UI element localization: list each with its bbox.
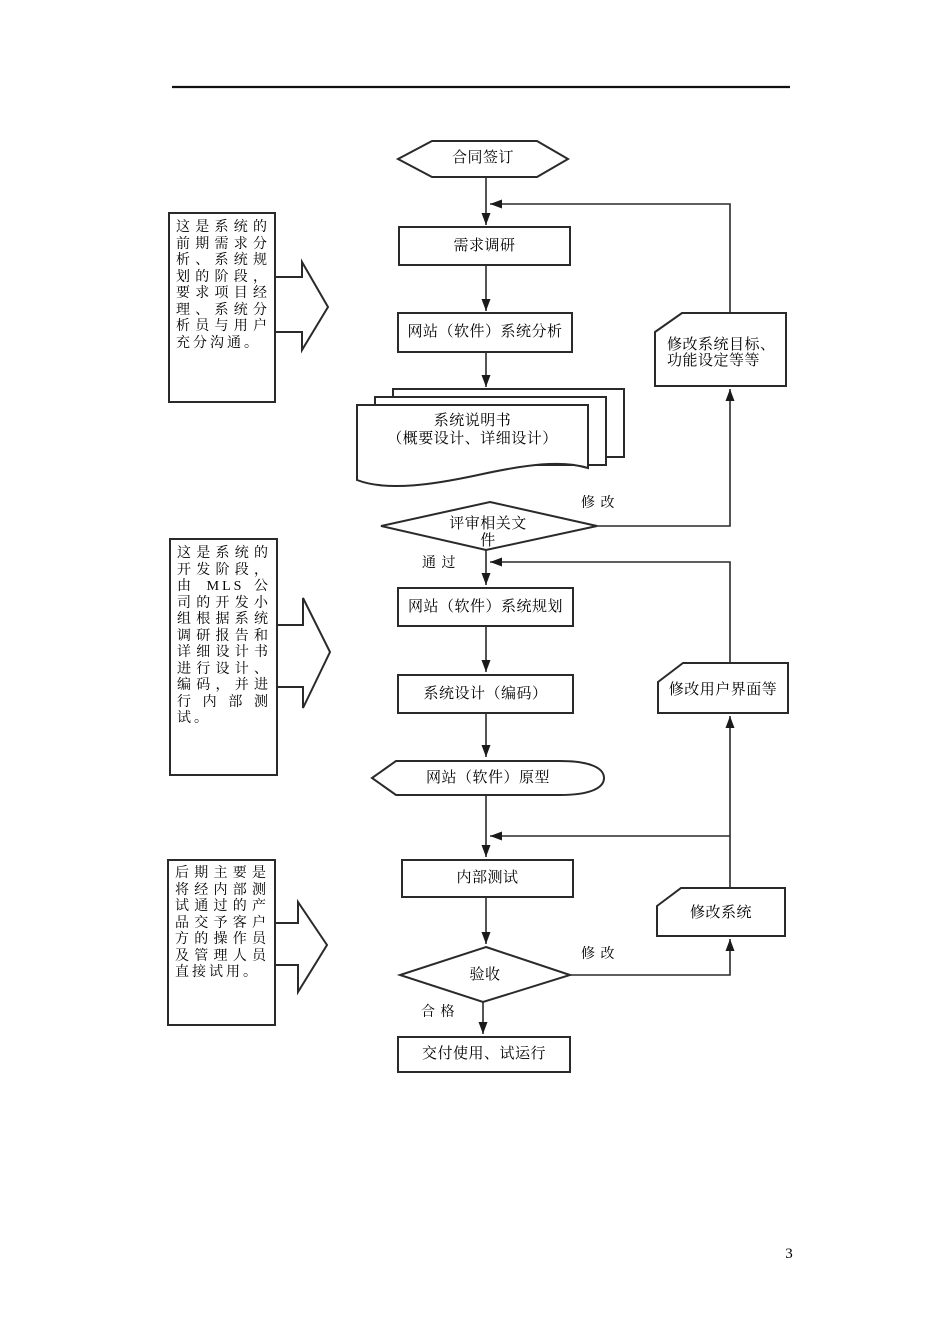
node-label-acceptance: 验收 <box>469 967 501 983</box>
annotation-phase3: 后期主要是将经内部测试通过的产品交予客户方的操作员及管理人员直接试用。 <box>175 866 269 980</box>
review-line2: 件 <box>480 533 496 549</box>
edge-label-pass: 通 过 <box>422 556 457 571</box>
modify-goals-line2: 功能设定等等 <box>667 353 761 369</box>
node-label-prototype: 网站（软件）原型 <box>425 770 550 786</box>
page-number: 3 <box>785 1246 793 1262</box>
review-line1: 评审相关文 <box>449 516 527 532</box>
node-label-review <box>382 516 594 550</box>
annotation-phase2: 这是系统的开发阶段，由 MLS 公司的开发小组根据系统调研报告和详细设计书进行设计、编码，并进行内部测试。 <box>177 546 271 726</box>
annotation-phase1: 这是系统的前期需求分析、系统规划的阶段，要求项目经理、系统分析员与用户充分沟通。 <box>176 220 270 351</box>
edge-label-modify-accept: 修 改 <box>581 947 616 962</box>
node-label-modify-goals <box>667 337 786 369</box>
node-label-modify-ui: 修改用户界面等 <box>668 682 778 698</box>
block-arrow-phase3 <box>275 902 327 992</box>
node-label-design: 系统设计（编码） <box>423 686 548 702</box>
node-label-research: 需求调研 <box>453 238 516 254</box>
node-label-internal-test: 内部测试 <box>456 870 519 886</box>
node-label-analysis: 网站（软件）系统分析 <box>407 324 563 340</box>
node-label-delivery: 交付使用、试运行 <box>421 1046 546 1062</box>
block-arrow-phase1 <box>275 262 328 350</box>
node-label-planning: 网站（软件）系统规划 <box>407 599 563 615</box>
modify-goals-line1: 修改系统目标、 <box>667 337 776 353</box>
block-arrow-phase2 <box>277 598 330 708</box>
edge-label-modify-review: 修 改 <box>581 496 616 511</box>
node-label-modify-system: 修改系统 <box>689 905 752 921</box>
node-label-contract: 合同签订 <box>451 150 514 166</box>
edge-label-qualified: 合 格 <box>421 1005 456 1020</box>
node-label-spec <box>357 412 588 448</box>
spec-subtitle: （概要设计、详细设计） <box>387 431 558 447</box>
spec-title: 系统说明书 <box>433 413 512 429</box>
